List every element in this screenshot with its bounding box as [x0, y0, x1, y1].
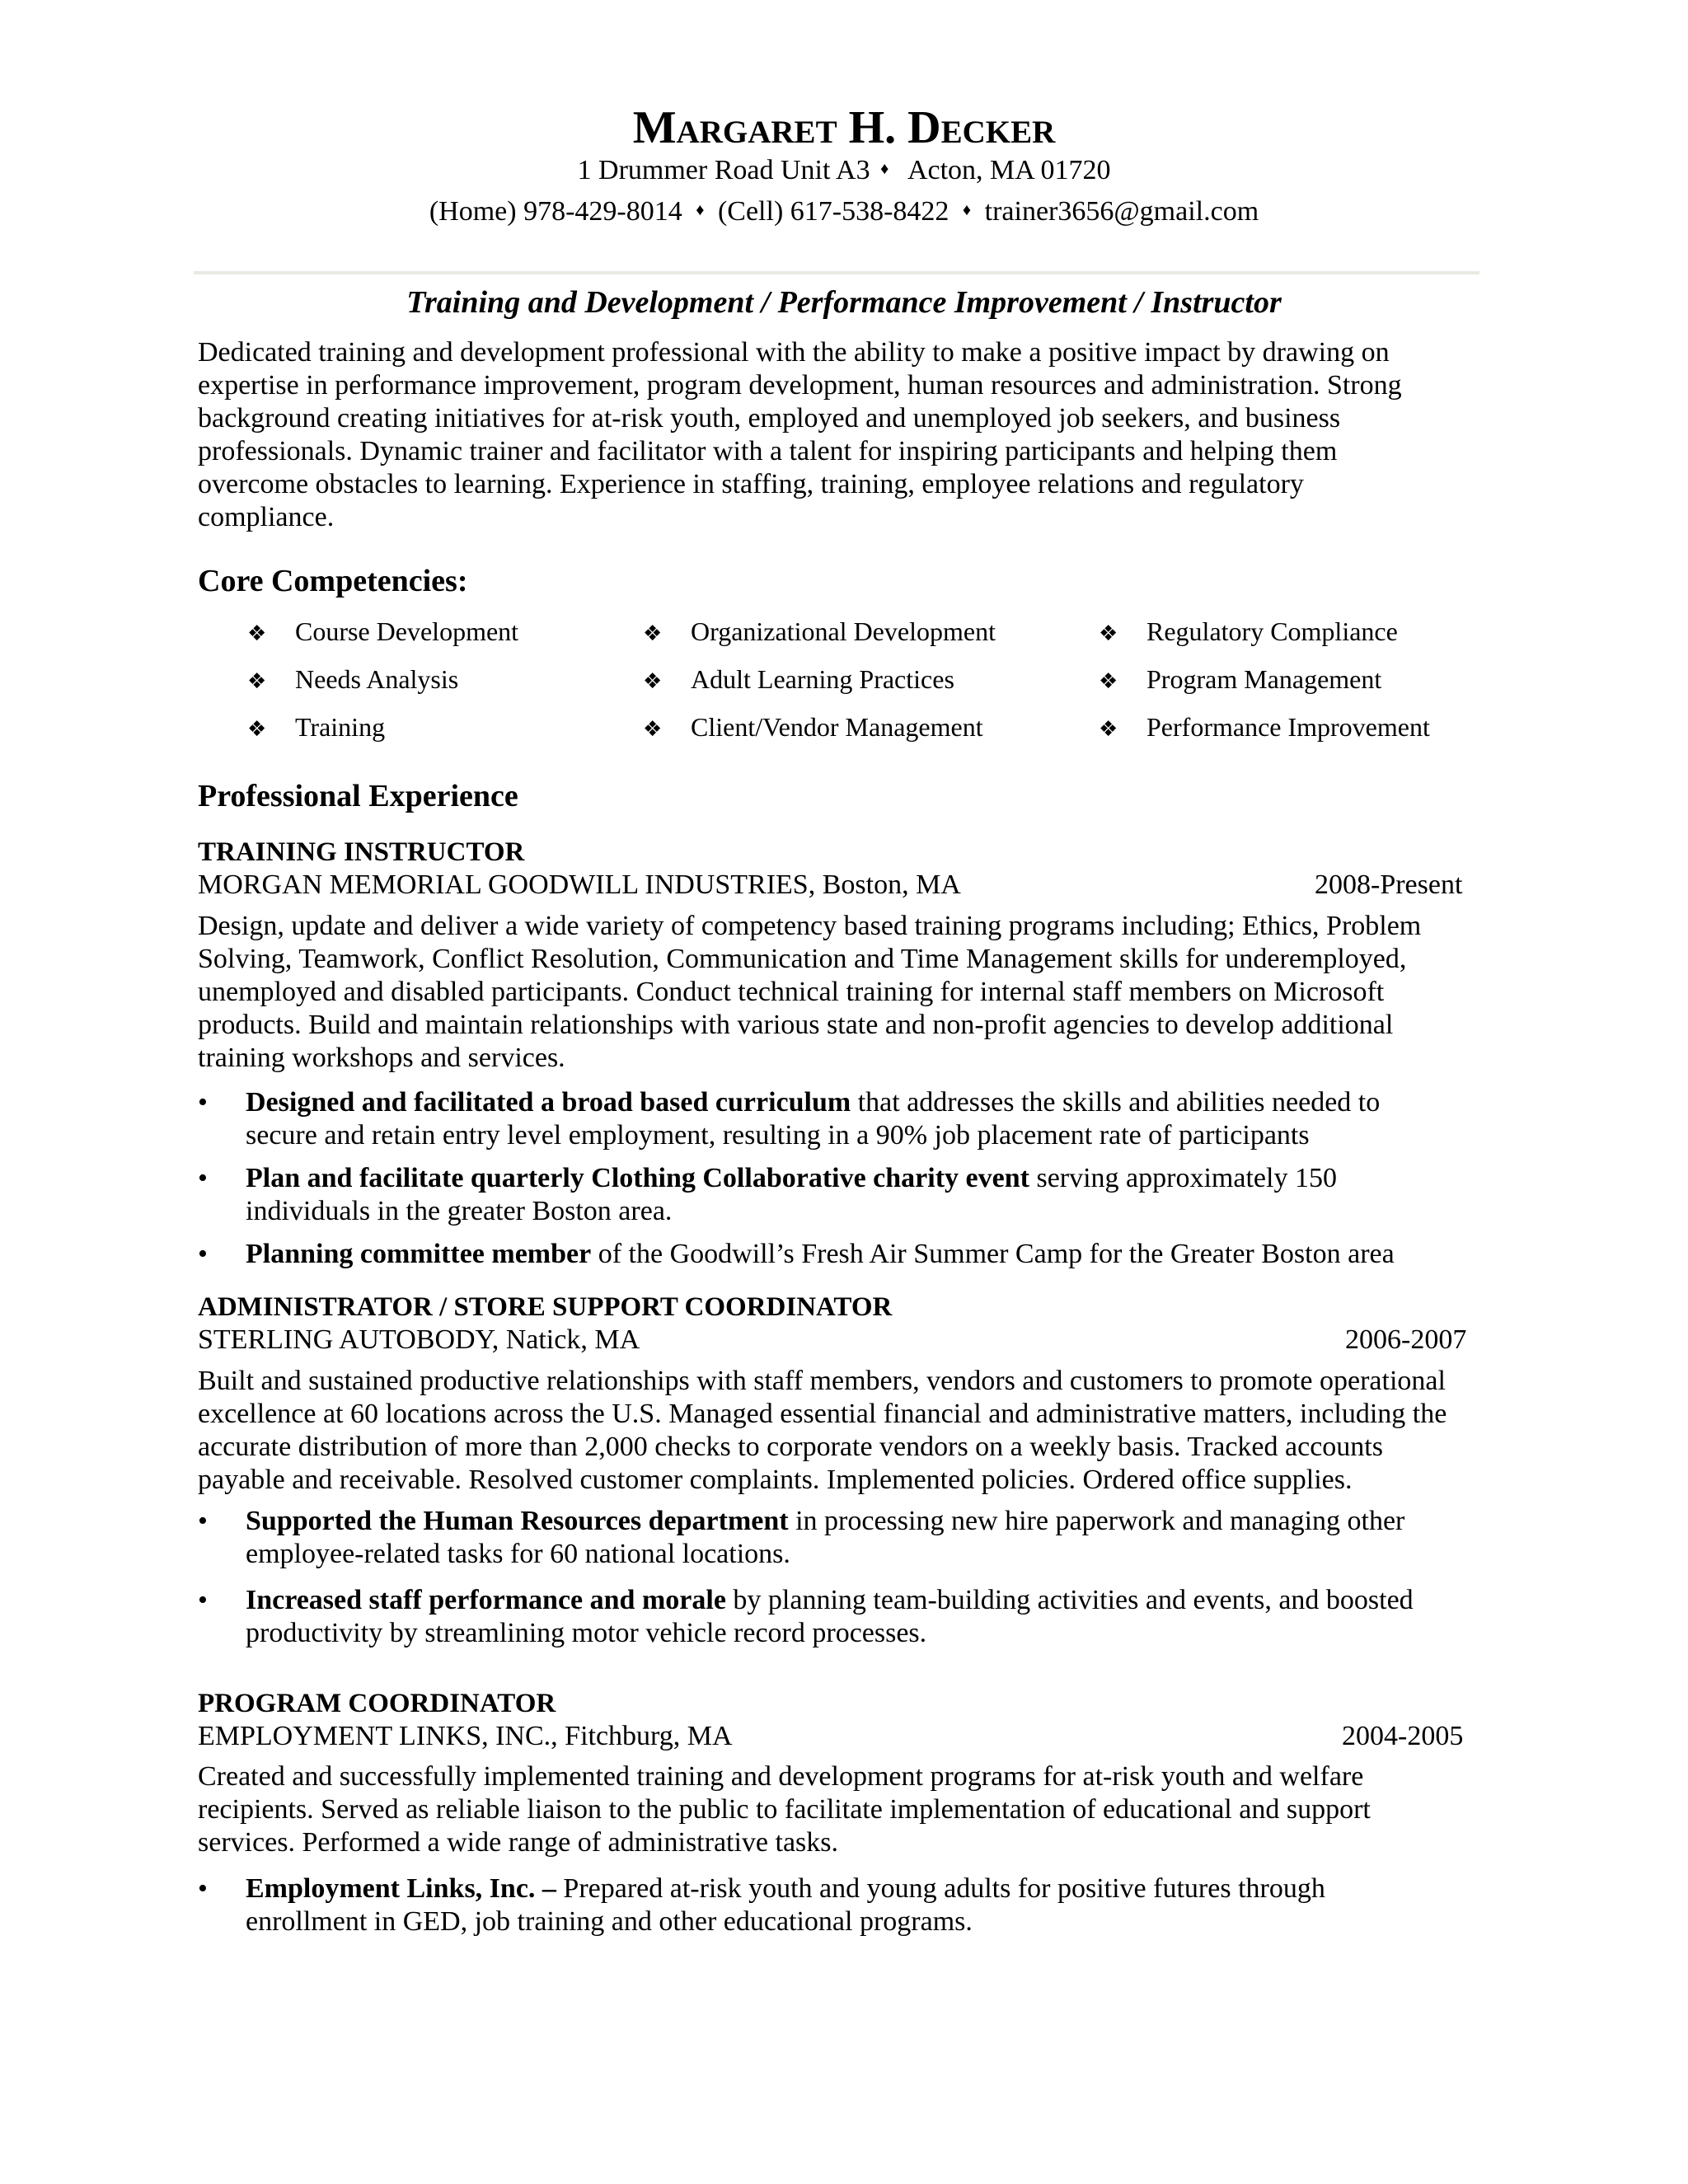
job-description [198, 1365, 1484, 1497]
diamond-bullet-icon: ❖ [643, 669, 663, 694]
address-city: Acton, MA 01720 [907, 155, 1111, 185]
summary-line: background creating initiatives for at-risk youth, employed and unemployed job seekers, and business [198, 403, 1341, 434]
competency-item: ❖ Organizational Development [643, 615, 996, 650]
home-phone: (Home) 978-429-8014 [429, 196, 682, 227]
resume-page: Margaret H. Decker 1 Drummer Road Unit A3 ♦ Acton, MA 01720 (Home) 978-429-8014 ♦ (Cell) 617-538-8422 ♦ trainer3656@gmail.com Training and Development / Performance Improvement / Instructor Dedicated training and development professional with the ability to make a positive impact by drawing on expertise in performance improvement, program development, human resources and administration. Strong background creating initiatives for at-risk youth, employed and unemployed job seekers, and business professionals. Dynamic trainer and facilitator with a talent for inspiring participants and helping them overcome obstacles to learning. Experience in staffing, training, employee relations and regulatory compliance. Core Competencies: ❖ Course Development ❖ Organizational Development ❖ Regulatory Compliance ❖ Needs Analysis ❖ Adult Learning Practices ❖ Program Management ❖ Training ❖ Client/Vendor Management ❖ Performance Improvement Professional Experience TRAINING INSTRUCTOR MORGAN MEMORIAL GOODWILL INDUSTRIES, Boston, MA 2008-Present Design, update and deliver a wide variety of competency based training programs including; Ethics, Problem Solving, Teamwork, Conflict Resolution, Communication and Time Management skills for underemployed, unemployed and disabled participants. Conduct technical training for internal staff members on Microsoft products. Build and maintain relationships with various state and non-profit agencies to develop additional training workshops and services. • Designed and facilitated a broad based curriculum that addresses the skills and abilities needed to secure and retain entry level employment, resulting in a 90% job placement rate of participants • Plan and facilitate quarterly Clothing Collaborative charity event serving approximately 150 individuals in the greater Boston area. • Planning committee member of the Goodwill’s Fresh Air Summer Camp for the Greater Boston area ADMINISTRATOR / STORE SUPPORT COORDINATOR STERLING AUTOBODY, Natick, MA 2006-2007 Built and sustained productive relationships with staff members, vendors and customers to promote operational excellence at 60 locations across the U.S. Managed essential financial and administrative matters, including the accurate distribution of more than 2,000 checks to corporate vendors on a weekly basis. Tracked accounts payable and receivable. Resolved customer complaints. Implemented policies. Ordered office supplies. • Supported the Human Resources department in processing new hire paperwork and managing other employee-related tasks for 60 national locations. • Increased staff performance and morale by planning team-building activities and events, and boosted productivity by streamlining motor vehicle record processes. PROGRAM COORDINATOR EMPLOYMENT LINKS, INC., Fitchburg, MA 2004-2005 Created and successfully implemented training and development programs for at-risk youth and welfare recipients. Served as reliable liaison to the public to facilitate implementation of educational and support services. Performed a wide range of administrative tasks. • Employment Links, Inc. – Prepared at-risk youth and young adults for positive futures through enrollment in GED, job training and other educational programs. [0, 0, 1688, 2184]
description-line: unemployed and disabled participants. Conduct technical training for internal staff members on Microsoft [198, 977, 1385, 1007]
description-line: excellence at 60 locations across the U.S. Managed essential financial and administrative matters, including the [198, 1399, 1447, 1429]
summary-line: compliance. [198, 502, 335, 532]
description-line: products. Build and maintain relationships with various state and non-profit agencies to develop additional [198, 1010, 1394, 1040]
competency-item: ❖ Adult Learning Practices [643, 663, 954, 698]
description-line: Solving, Teamwork, Conflict Resolution, Communication and Time Management skills for underemployed, [198, 944, 1407, 974]
job-dates: 2006-2007 [1345, 1324, 1467, 1355]
description-line: services. Performed a wide range of administrative tasks. [198, 1827, 839, 1858]
competency-item: ❖ Regulatory Compliance [1099, 615, 1398, 650]
summary-paragraph [198, 336, 1484, 534]
bullet-icon: • [198, 1506, 208, 1536]
diamond-bullet-icon: ❖ [247, 669, 267, 694]
competency-item: ❖ Training [247, 710, 385, 746]
header-divider [194, 271, 1479, 274]
diamond-bullet-icon: ❖ [1099, 669, 1118, 694]
description-line: payable and receivable. Resolved customer complaints. Implemented policies. Ordered office supplies. [198, 1465, 1353, 1495]
description-line: Created and successfully implemented training and development programs for at-risk youth and welfare [198, 1761, 1364, 1792]
competency-item: ❖ Client/Vendor Management [643, 710, 983, 746]
competency-item: ❖ Performance Improvement [1099, 710, 1430, 746]
diamond-separator-icon: ♦ [962, 201, 972, 219]
description-line: Design, update and deliver a wide variety of competency based training programs including; Ethics, Problem [198, 911, 1422, 941]
diamond-bullet-icon: ❖ [247, 717, 267, 742]
summary-line: professionals. Dynamic trainer and facilitator with a talent for inspiring participants and helping them [198, 436, 1338, 466]
description-line: recipients. Served as reliable liaison to the public to facilitate implementation of educational and support [198, 1794, 1371, 1825]
diamond-separator-icon: ♦ [696, 201, 705, 219]
address-street: 1 Drummer Road Unit A3 [577, 155, 870, 185]
job-dates: 2008-Present [1315, 869, 1463, 900]
diamond-bullet-icon: ❖ [1099, 621, 1118, 646]
job-title: PROGRAM COORDINATOR [198, 1689, 556, 1718]
job-title: ADMINISTRATOR / STORE SUPPORT COORDINATOR [198, 1292, 893, 1322]
bullet-icon: • [198, 1585, 208, 1615]
address-line [0, 151, 1688, 189]
experience-heading: Professional Experience [198, 779, 518, 813]
job-employer: EMPLOYMENT LINKS, INC., Fitchburg, MA [198, 1721, 733, 1751]
diamond-bullet-icon: ❖ [643, 717, 663, 742]
competencies-heading: Core Competencies: [198, 564, 468, 598]
description-line: Built and sustained productive relationships with staff members, vendors and customers to promote operational [198, 1366, 1446, 1396]
summary-line: expertise in performance improvement, program development, human resources and administration. Strong [198, 370, 1402, 401]
description-line: training workshops and services. [198, 1043, 565, 1073]
candidate-name: Margaret H. Decker [632, 102, 1056, 153]
cell-phone: (Cell) 617-538-8422 [717, 196, 950, 227]
summary-line: overcome obstacles to learning. Experience in staffing, training, employee relations and regulatory [198, 469, 1304, 499]
bullet-icon: • [198, 1873, 208, 1904]
bullet-icon: • [198, 1163, 208, 1193]
competency-item: ❖ Course Development [247, 615, 518, 650]
diamond-bullet-icon: ❖ [1099, 717, 1118, 742]
job-description [198, 1760, 1484, 1859]
contact-line [0, 192, 1688, 230]
bullet-icon: • [198, 1239, 208, 1269]
job-dates: 2004-2005 [1342, 1721, 1464, 1751]
job-employer: MORGAN MEMORIAL GOODWILL INDUSTRIES, Boston, MA [198, 869, 961, 900]
competency-item: ❖ Program Management [1099, 663, 1381, 698]
job-description [198, 910, 1484, 1075]
competency-item: ❖ Needs Analysis [247, 663, 458, 698]
description-line: accurate distribution of more than 2,000 checks to corporate vendors on a weekly basis. Tracked accounts [198, 1432, 1383, 1462]
diamond-bullet-icon: ❖ [643, 621, 663, 646]
diamond-bullet-icon: ❖ [247, 621, 267, 646]
email-address: trainer3656@gmail.com [984, 196, 1259, 227]
diamond-separator-icon: ♦ [880, 160, 889, 178]
professional-headline: Training and Development / Performance Improvement / Instructor [406, 285, 1282, 320]
summary-line: Dedicated training and development professional with the ability to make a positive impact by drawing on [198, 337, 1390, 368]
job-employer: STERLING AUTOBODY, Natick, MA [198, 1324, 640, 1355]
job-title: TRAINING INSTRUCTOR [198, 837, 525, 867]
bullet-icon: • [198, 1087, 208, 1118]
